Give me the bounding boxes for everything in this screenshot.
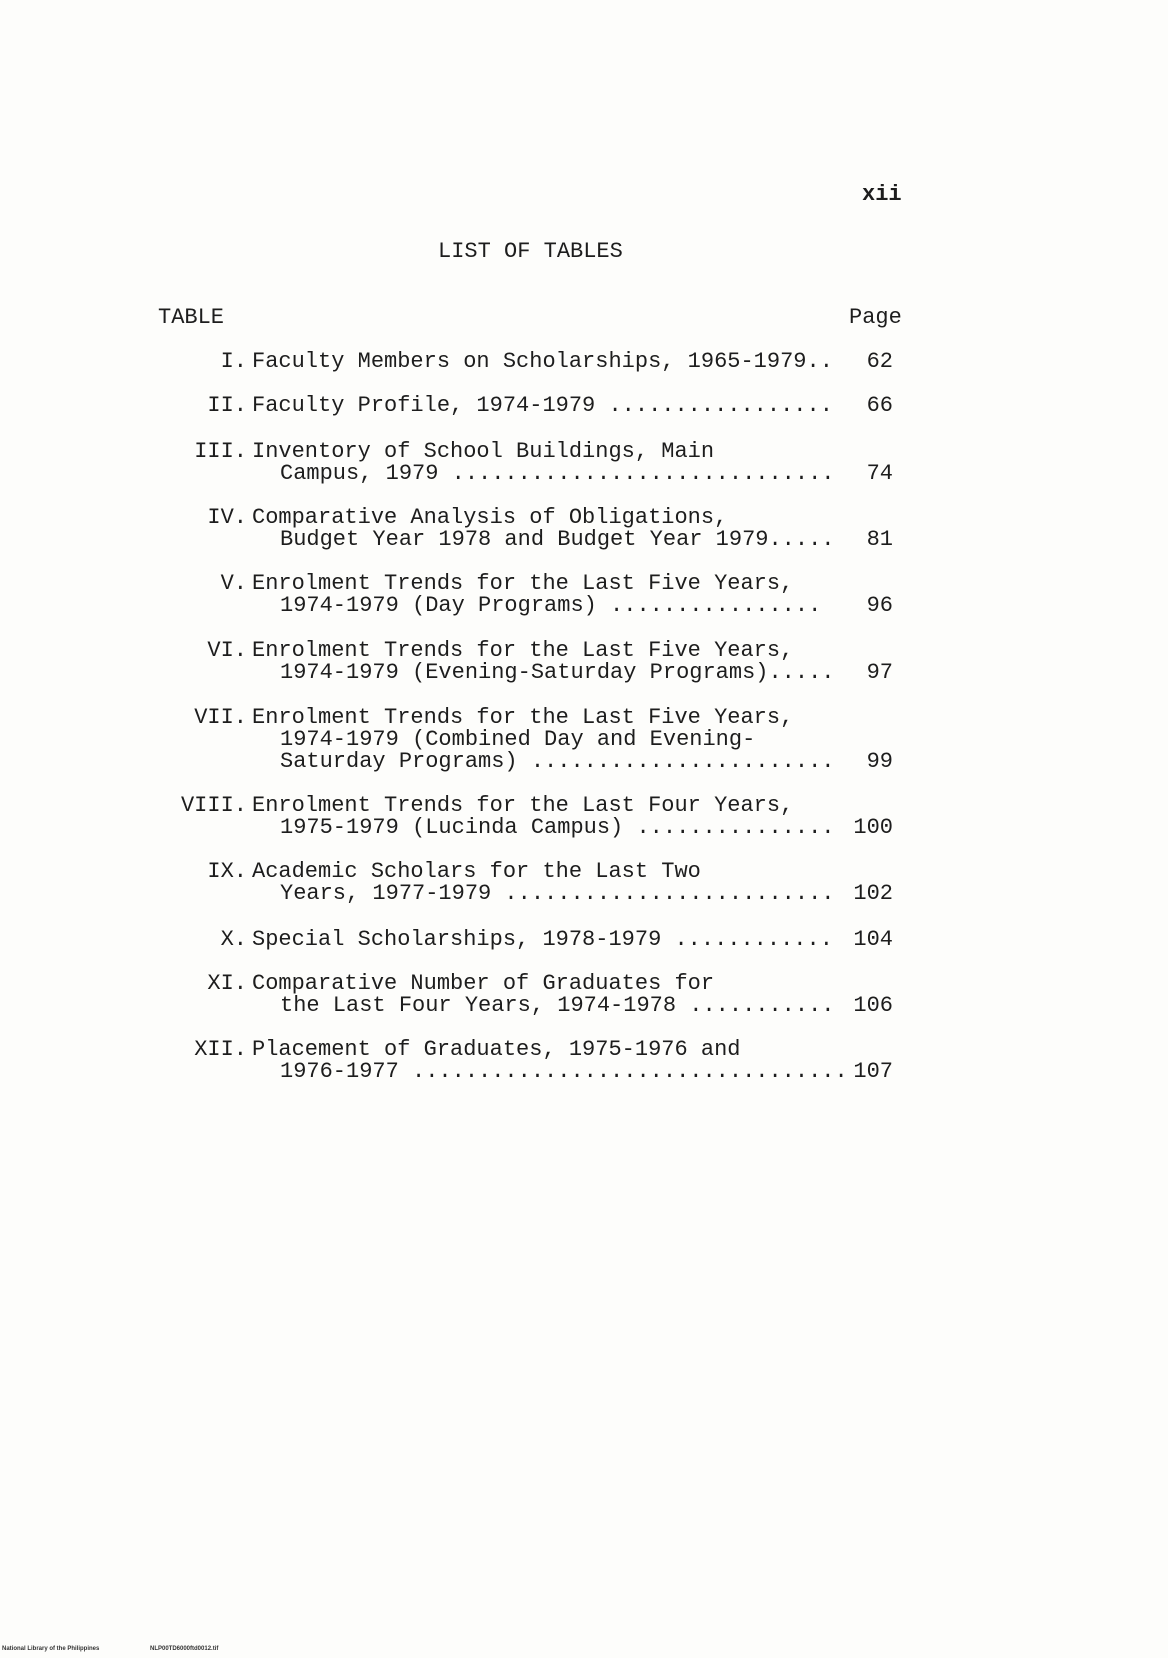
table-title (252, 351, 893, 373)
table-title-line: Faculty Members on Scholarships, 1965-1979.. (252, 349, 833, 374)
table-page-number: 81 (866, 527, 893, 552)
table-page-number: 107 (853, 1059, 893, 1084)
table-number: I. (220, 349, 247, 374)
table-page-number: 104 (853, 927, 893, 952)
table-title-line: Years, 1977-1979 ......................... (280, 881, 835, 906)
table-number: IV. (207, 505, 247, 530)
table-page-number: 66 (866, 393, 893, 418)
table-number: XI. (207, 971, 247, 996)
table-title-line: Comparative Number of Graduates for (252, 971, 715, 996)
table-page-number: 62 (866, 349, 893, 374)
table-number: VIII. (180, 793, 247, 818)
table-title (252, 640, 893, 684)
toc-entry-6 (150, 640, 893, 684)
table-page-number: 97 (866, 660, 893, 685)
table-title-line: Campus, 1979 ............................. (280, 461, 835, 486)
toc-entry-9 (150, 861, 893, 905)
table-title (252, 1039, 893, 1083)
table-page-number: 100 (853, 815, 893, 840)
table-number: II. (207, 393, 247, 418)
page-title: LIST OF TABLES (438, 239, 623, 264)
toc-entry-10 (150, 929, 893, 951)
footer-library-credit: National Library of the Philippines (2, 1646, 100, 1652)
toc-entry-11 (150, 973, 893, 1017)
table-title-line: the Last Four Years, 1974-1978 ........... (280, 993, 835, 1018)
table-title (252, 861, 893, 905)
footer-file-name: NLP00TD6000ftd0012.tif (150, 1646, 219, 1652)
table-title-line: Enrolment Trends for the Last Five Years, (252, 571, 794, 596)
table-page-number: 106 (853, 993, 893, 1018)
table-title (252, 707, 893, 773)
table-title-line: 1974-1979 (Evening-Saturday Programs)..... (280, 660, 835, 685)
table-title (252, 395, 893, 417)
table-number: VII. (194, 705, 247, 730)
table-page-number: 99 (866, 749, 893, 774)
toc-entry-12 (150, 1039, 893, 1083)
table-title-line: Budget Year 1978 and Budget Year 1979..... (280, 527, 835, 552)
table-title-line: Academic Scholars for the Last Two (252, 859, 701, 884)
toc-entry-1 (150, 351, 893, 373)
table-number: XII. (194, 1037, 247, 1062)
table-title-line: 1975-1979 (Lucinda Campus) ............... (280, 815, 835, 840)
table-number: III. (194, 439, 247, 464)
column-header-page: Page (849, 305, 902, 330)
toc-entry-8 (150, 795, 893, 839)
table-title (252, 573, 893, 617)
table-title-line: Enrolment Trends for the Last Four Years, (252, 793, 794, 818)
table-number: VI. (207, 638, 247, 663)
table-title-line: Enrolment Trends for the Last Five Years, (252, 705, 794, 730)
table-title-line: Special Scholarships, 1978-1979 ............ (252, 927, 833, 952)
table-page-number: 74 (866, 461, 893, 486)
table-title-line: Comparative Analysis of Obligations, (252, 505, 728, 530)
table-title (252, 929, 893, 951)
table-title-line: 1974-1979 (Day Programs) ................ (280, 593, 822, 618)
table-page-number: 96 (866, 593, 893, 618)
toc-entry-2 (150, 395, 893, 417)
table-title-line: Faculty Profile, 1974-1979 ................. (252, 393, 833, 418)
table-title-line: Enrolment Trends for the Last Five Years, (252, 638, 794, 663)
table-title-line: Inventory of School Buildings, Main (252, 439, 715, 464)
table-number: IX. (207, 859, 247, 884)
toc-entry-3 (150, 441, 893, 485)
table-title-line: 1976-1977 ................................. (280, 1059, 848, 1084)
table-number: V. (220, 571, 247, 596)
table-title (252, 973, 893, 1017)
toc-entry-7 (150, 707, 893, 773)
table-title (252, 441, 893, 485)
table-page-number: 102 (853, 881, 893, 906)
toc-entry-5 (150, 573, 893, 617)
table-title-line: Placement of Graduates, 1975-1976 and (252, 1037, 741, 1062)
column-header-table: TABLE (158, 305, 225, 330)
table-title-line: Saturday Programs) ....................... (280, 749, 835, 774)
table-title-line: 1974-1979 (Combined Day and Evening- (280, 727, 756, 752)
table-title (252, 507, 893, 551)
table-number: X. (220, 927, 247, 952)
toc-entry-4 (150, 507, 893, 551)
table-title (252, 795, 893, 839)
page-number-roman: xii (862, 182, 902, 207)
